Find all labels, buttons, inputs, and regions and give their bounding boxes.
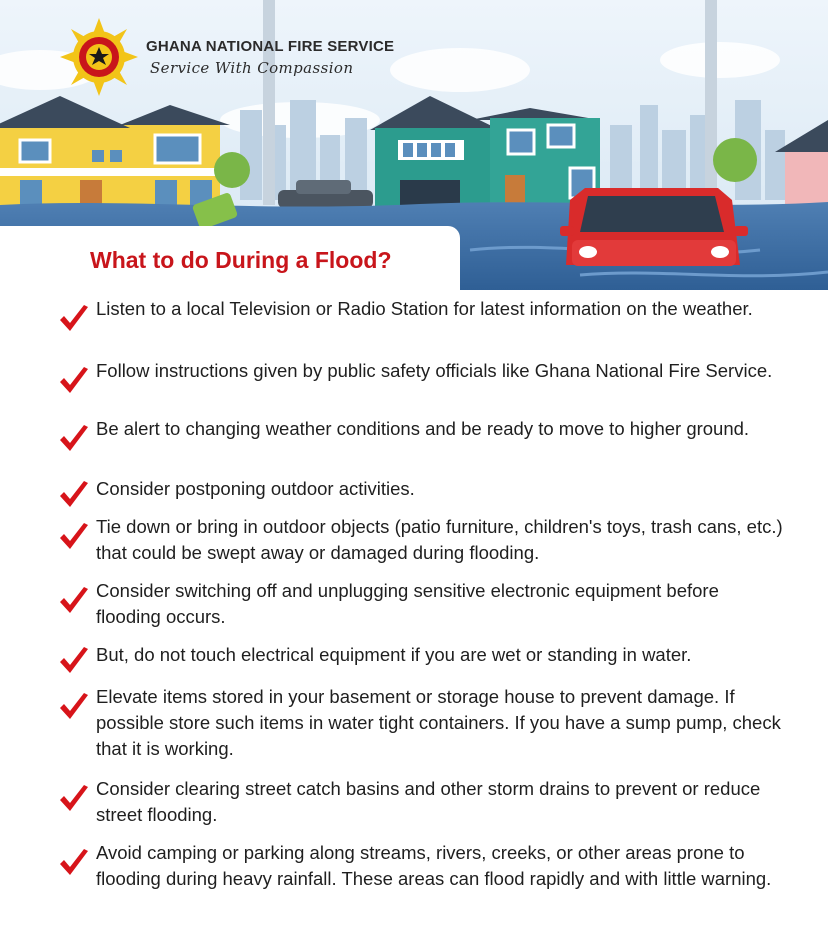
red-checkmark-icon <box>58 480 90 510</box>
red-checkmark-icon <box>58 424 90 454</box>
list-item-text: Avoid camping or parking along streams, rivers, creeks, or other areas prone to flooding during heavy rainfall. These areas can flood rapidly and with little warning. <box>96 842 772 889</box>
red-checkmark-icon <box>58 586 90 616</box>
bottom-edge <box>0 928 828 932</box>
list-item-text: But, do not touch electrical equipment if you are wet or standing in water. <box>96 644 692 665</box>
organization-name: GHANA NATIONAL FIRE SERVICE <box>146 38 395 55</box>
list-item-text: Consider clearing street catch basins and other storm drains to prevent or reduce street flooding. <box>96 778 761 825</box>
list-item-text: Consider switching off and unplugging sensitive electronic equipment before flooding occurs. <box>96 580 719 627</box>
tree-right <box>713 138 757 182</box>
street-pole <box>263 0 275 205</box>
list-item-text: Tie down or bring in outdoor objects (patio furniture, children's toys, trash cans, etc.) that could be swept away or damaged during flooding. <box>96 516 783 563</box>
red-checkmark-icon <box>58 848 90 878</box>
list-item-text: Be alert to changing weather conditions and be ready to move to higher ground. <box>96 418 750 439</box>
red-checkmark-icon <box>58 522 90 552</box>
tree <box>214 152 250 188</box>
red-checkmark-icon <box>58 784 90 814</box>
red-checkmark-icon <box>58 304 90 334</box>
red-checkmark-icon <box>58 646 90 676</box>
red-checkmark-icon <box>58 692 90 722</box>
list-item-text: Follow instructions given by public safety officials like Ghana National Fire Service. <box>96 360 773 381</box>
fire-service-emblem-icon <box>60 18 138 96</box>
list-item-text: Consider postponing outdoor activities. <box>96 478 415 499</box>
page-title: What to do During a Flood? <box>90 247 392 273</box>
red-checkmark-icon <box>58 366 90 396</box>
list-item-text: Listen to a local Television or Radio Station for latest information on the weather. <box>96 298 753 319</box>
red-car <box>560 188 748 266</box>
organization-motto: Service With Compassion <box>150 59 354 77</box>
list-item-text: Elevate items stored in your basement or storage house to prevent damage. If possible store such items in water tight containers. If you have a sump pump, check that it is working. <box>96 686 781 759</box>
